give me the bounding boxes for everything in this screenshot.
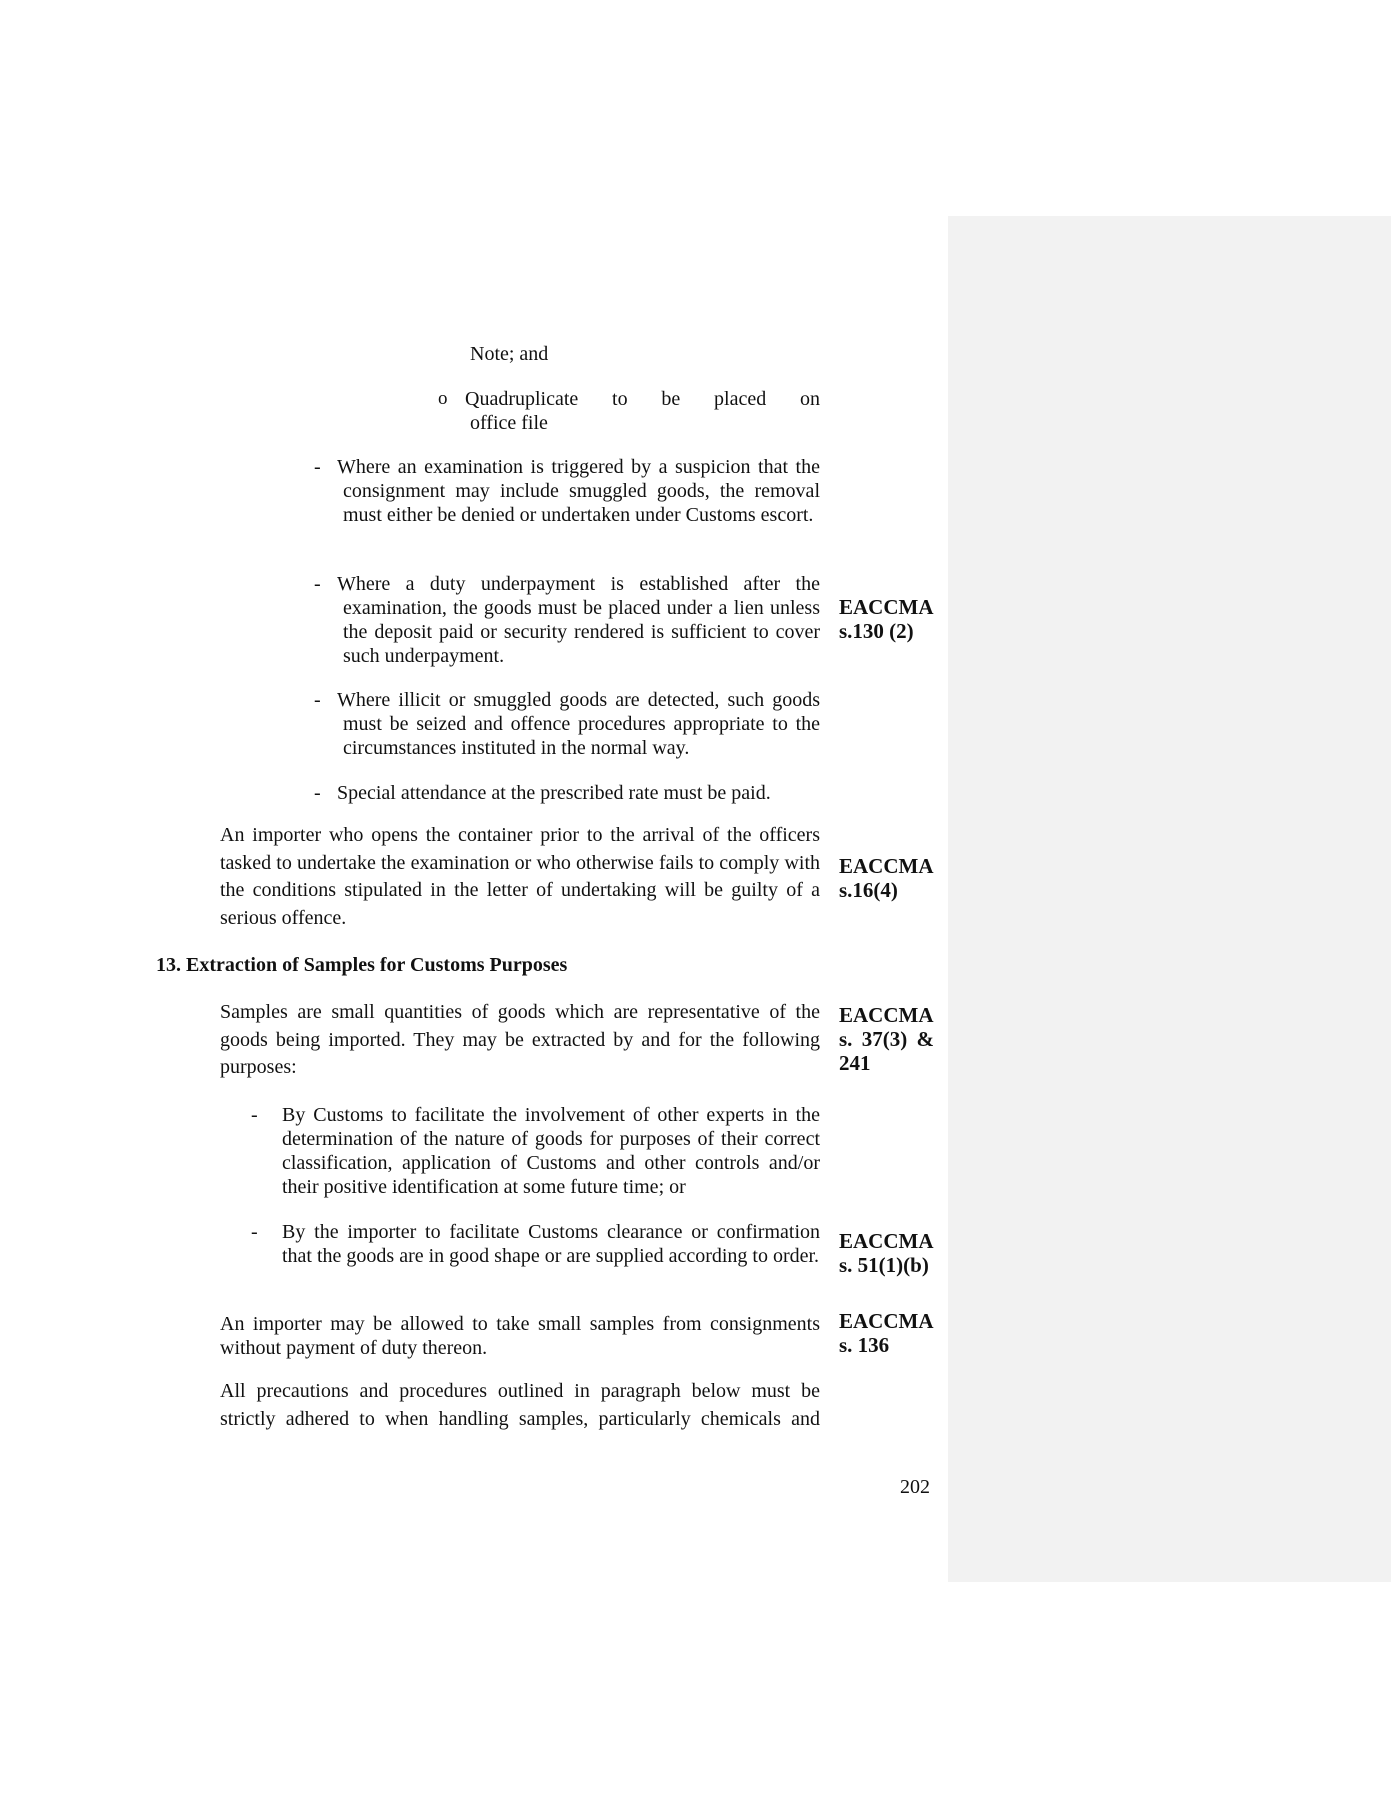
bullet-marker: - bbox=[314, 689, 321, 711]
bullet-marker: - bbox=[314, 782, 321, 804]
comment-pane bbox=[948, 216, 1391, 1582]
paragraph-precautions: All precautions and procedures outlined in paragraph below must be strictly adhered to when handling samples, particularly chemicals and bbox=[220, 1380, 820, 1430]
margin-ref-section: s. 136 bbox=[839, 1333, 890, 1357]
margin-ref-s51 bbox=[839, 1229, 939, 1277]
paragraph-samples: Samples are small quantities of goods which are representative of the goods being imported. They may be extracted by and for the following purposes: bbox=[220, 1001, 820, 1078]
paragraph-importer-opens: An importer who opens the container prior to the arrival of the officers tasked to undertake the examination or who otherwise fails to comply with the conditions stipulated in the letter of undertaking will be guilty of a serious offence. bbox=[220, 824, 820, 929]
margin-ref-section: s.130 (2) bbox=[839, 619, 914, 643]
bullet-marker: - bbox=[314, 456, 321, 478]
margin-ref-act: EACCMA bbox=[839, 1229, 934, 1253]
margin-ref-s130 bbox=[839, 595, 939, 643]
margin-ref-s37 bbox=[839, 1003, 934, 1075]
bullet-suspicion: Where an examination is triggered by a suspicion that the consignment may include smuggled goods, the removal must either be denied or undertaken under Customs escort. bbox=[337, 456, 820, 526]
bullet-underpayment: Where a duty underpayment is established after the examination, the goods must be placed under a lien unless the deposit paid or security rendered is sufficient to cover such underpayment. bbox=[337, 573, 820, 667]
margin-ref-section: s.16(4) bbox=[839, 878, 898, 902]
margin-ref-act: EACCMA bbox=[839, 854, 934, 878]
bullet-by-importer: By the importer to facilitate Customs clearance or confirmation that the goods are in good shape or are supplied according to order. bbox=[282, 1221, 820, 1267]
bullet-marker: - bbox=[314, 573, 321, 595]
page-number: 202 bbox=[900, 1476, 930, 1498]
bullet-by-customs: By Customs to facilitate the involvement of other experts in the determination of the nature of goods for purposes of their correct classification, application of Customs and other controls and/or their positive identification at some future time; or bbox=[282, 1104, 820, 1198]
note-line: Note; and bbox=[470, 343, 549, 365]
bullet-marker: - bbox=[251, 1104, 258, 1126]
sub-bullet-marker: o bbox=[438, 388, 448, 409]
margin-ref-s136 bbox=[839, 1309, 939, 1357]
section-heading: 13. Extraction of Samples for Customs Purposes bbox=[156, 954, 568, 976]
sub-bullet-line-2: office file bbox=[470, 412, 548, 434]
bullet-special-attendance: Special attendance at the prescribed rate must be paid. bbox=[337, 782, 771, 804]
margin-ref-act: EACCMA bbox=[839, 1003, 934, 1027]
paragraph-small-samples: An importer may be allowed to take small samples from consignments without payment of duty thereon. bbox=[220, 1313, 820, 1359]
margin-ref-act: EACCMA bbox=[839, 1309, 934, 1333]
margin-ref-section: s. 51(1)(b) bbox=[839, 1253, 929, 1277]
margin-ref-section-cont: 241 bbox=[839, 1051, 871, 1075]
sub-bullet-line-1: Quadruplicate to be placed on bbox=[465, 388, 820, 410]
margin-ref-s16 bbox=[839, 854, 939, 902]
margin-ref-section: s. 37(3) & bbox=[839, 1027, 934, 1051]
bullet-marker: - bbox=[251, 1221, 258, 1243]
margin-ref-act: EACCMA bbox=[839, 595, 934, 619]
bullet-illicit-goods: Where illicit or smuggled goods are detected, such goods must be seized and offence procedures appropriate to the circumstances instituted in the normal way. bbox=[337, 689, 820, 759]
